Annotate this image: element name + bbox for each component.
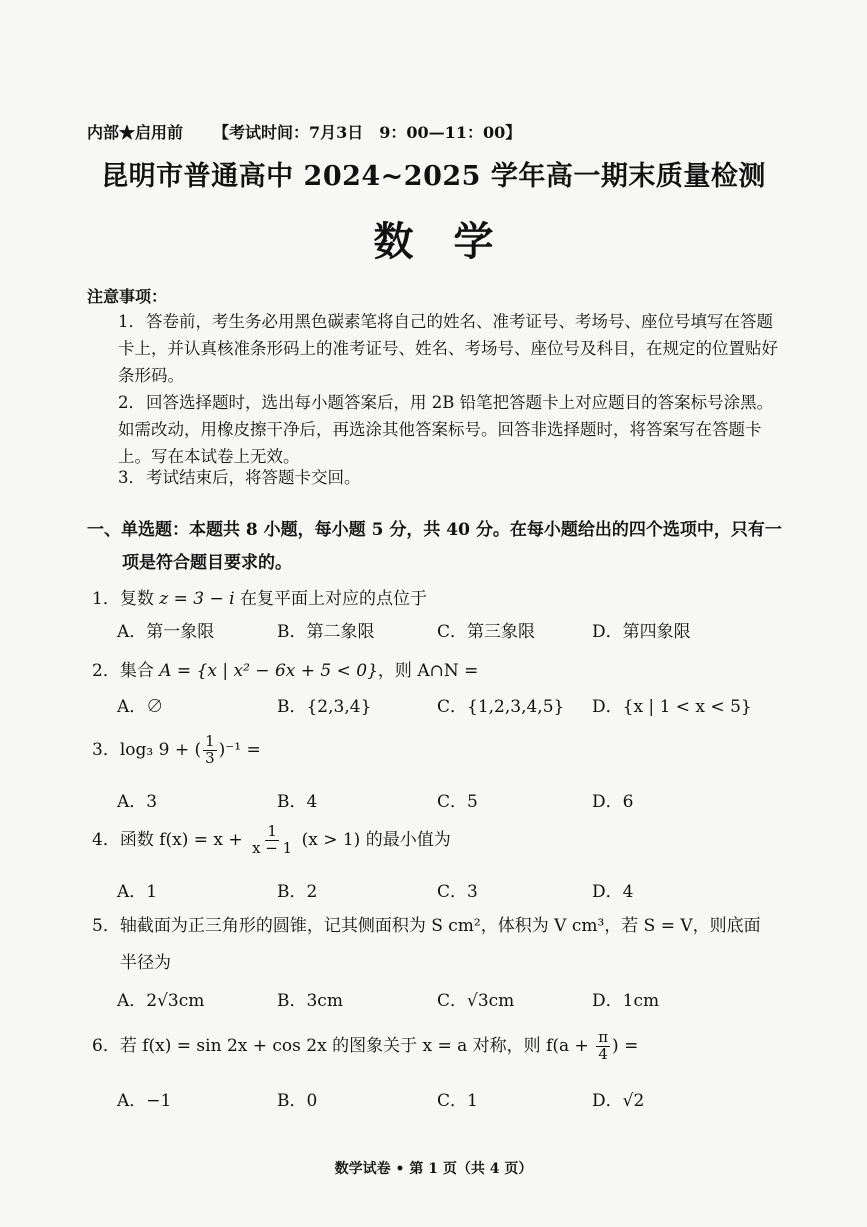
option-c: C．3: [437, 882, 478, 902]
option-a: A．−1: [117, 1091, 172, 1111]
option-d: D．√2: [592, 1091, 645, 1111]
question-text: 轴截面为正三角形的圆锥，记其侧面积为 S cm²，体积为 V cm³，若 S = V，则底面: [119, 916, 761, 936]
question-5-options: [117, 986, 837, 1011]
confidential-label: 内部★启用前: [87, 123, 184, 142]
question-5-line2: 半径为: [120, 953, 171, 973]
option-a: A．3: [117, 792, 158, 812]
question-2-options: [117, 692, 837, 717]
option-b: B．4: [277, 792, 318, 812]
question-4: [92, 824, 451, 857]
page-title: 昆明市普通高中 2024~2025 学年高一期末质量检测: [101, 161, 766, 192]
option-d: D．4: [592, 882, 634, 902]
fraction: [250, 824, 294, 857]
question-number: 6．: [92, 1035, 120, 1056]
question-6: [92, 1030, 638, 1063]
question-text: 在复平面上对应的点位于: [234, 589, 427, 609]
fraction-numerator: π: [598, 1028, 609, 1046]
option-b: B．2: [277, 882, 318, 902]
option-b: B．{2,3,4}: [277, 697, 372, 717]
notice-item-number: 1．: [118, 312, 145, 331]
page-footer: 数学试卷 • 第 1 页（共 4 页）: [334, 1161, 533, 1177]
option-c: C．{1,2,3,4,5}: [437, 697, 565, 717]
option-c: C．1: [437, 1091, 478, 1111]
fraction-denominator: 3: [205, 748, 215, 767]
question-text: )⁻¹ =: [218, 739, 261, 760]
question-text: 函数 f(x) = x +: [119, 829, 249, 850]
fraction-denominator: 4: [598, 1044, 608, 1063]
fraction-denominator: x − 1: [252, 838, 293, 857]
question-number: 2．: [92, 661, 120, 681]
fraction-numerator: 1: [267, 822, 277, 840]
option-b: B．第二象限: [277, 622, 375, 642]
notice-item-3: [118, 464, 778, 491]
question-number: 3．: [92, 739, 120, 760]
option-d: D．1cm: [592, 991, 660, 1011]
option-a: A．第一象限: [117, 622, 215, 642]
option-d: D．6: [592, 792, 634, 812]
option-a: A．∅: [117, 697, 164, 717]
question-1: [92, 584, 427, 609]
question-math: A = {x | x² − 6x + 5 < 0}: [159, 661, 378, 681]
option-d: D．{x | 1 < x < 5}: [592, 697, 752, 717]
question-2: [92, 656, 478, 681]
question-number: 1．: [92, 589, 120, 609]
notice-item-number: 2．: [118, 393, 145, 412]
option-c: C．5: [437, 792, 478, 812]
notice-item-text: 回答选择题时，选出每小题答案后，用 2B 铅笔把答题卡上对应题目的答案标号涂黑。如需改动，用橡皮擦干净后，再选涂其他答案标号。回答非选择题时，将答案写在答题卡上。写在本试卷上无效。: [118, 393, 774, 466]
notice-heading: 注意事项：: [87, 287, 168, 306]
section-heading-line1: 一、单选题：本题共 8 小题，每小题 5 分，共 40 分。在每小题给出的四个选项中，只有一: [87, 520, 782, 540]
header-line: [87, 120, 521, 143]
question-text: 若 f(x) = sin 2x + cos 2x 的图象关于 x = a 对称，则 f(a +: [119, 1035, 595, 1056]
notice-item-2: [118, 389, 778, 470]
option-b: B．0: [277, 1091, 318, 1111]
question-text: log₃ 9 + (: [119, 739, 202, 760]
question-number: 5．: [92, 916, 120, 936]
option-b: B．3cm: [277, 991, 343, 1011]
fraction: [203, 734, 217, 767]
question-3-options: [117, 787, 837, 812]
fraction-numerator: 1: [205, 732, 215, 750]
subject-title: 数学: [373, 218, 534, 265]
question-4-options: [117, 877, 837, 902]
question-5: [92, 911, 761, 936]
section-heading-line2: 项是符合题目要求的。: [122, 553, 292, 573]
question-math: z = 3 − i: [159, 589, 235, 609]
question-number: 4．: [92, 829, 120, 850]
notice-item-text: 考试结束后，将答题卡交回。: [146, 468, 361, 487]
option-a: A．2√3cm: [117, 991, 205, 1011]
option-a: A．1: [117, 882, 158, 902]
notice-item-1: [118, 308, 778, 389]
exam-time: 【考试时间：7月3日 9：00—11：00】: [213, 123, 522, 142]
question-text: ，则 A∩N =: [377, 661, 479, 681]
question-text: ) =: [612, 1035, 639, 1056]
fraction: [596, 1030, 610, 1063]
question-6-options: [117, 1086, 837, 1111]
question-3: [92, 734, 261, 767]
notice-item-number: 3．: [118, 468, 145, 487]
notice-item-text: 答卷前，考生务必用黑色碳素笔将自己的姓名、准考证号、考场号、座位号填写在答题卡上，并认真核准条形码上的准考证号、姓名、考场号、座位号及科目，在规定的位置贴好条形码。: [118, 312, 778, 385]
question-text: 复数: [119, 589, 160, 609]
option-c: C．√3cm: [437, 991, 515, 1011]
question-1-options: [117, 617, 837, 642]
question-text: (x > 1) 的最小值为: [296, 829, 451, 850]
option-d: D．第四象限: [592, 622, 691, 642]
question-text: 集合: [119, 661, 160, 681]
option-c: C．第三象限: [437, 622, 536, 642]
